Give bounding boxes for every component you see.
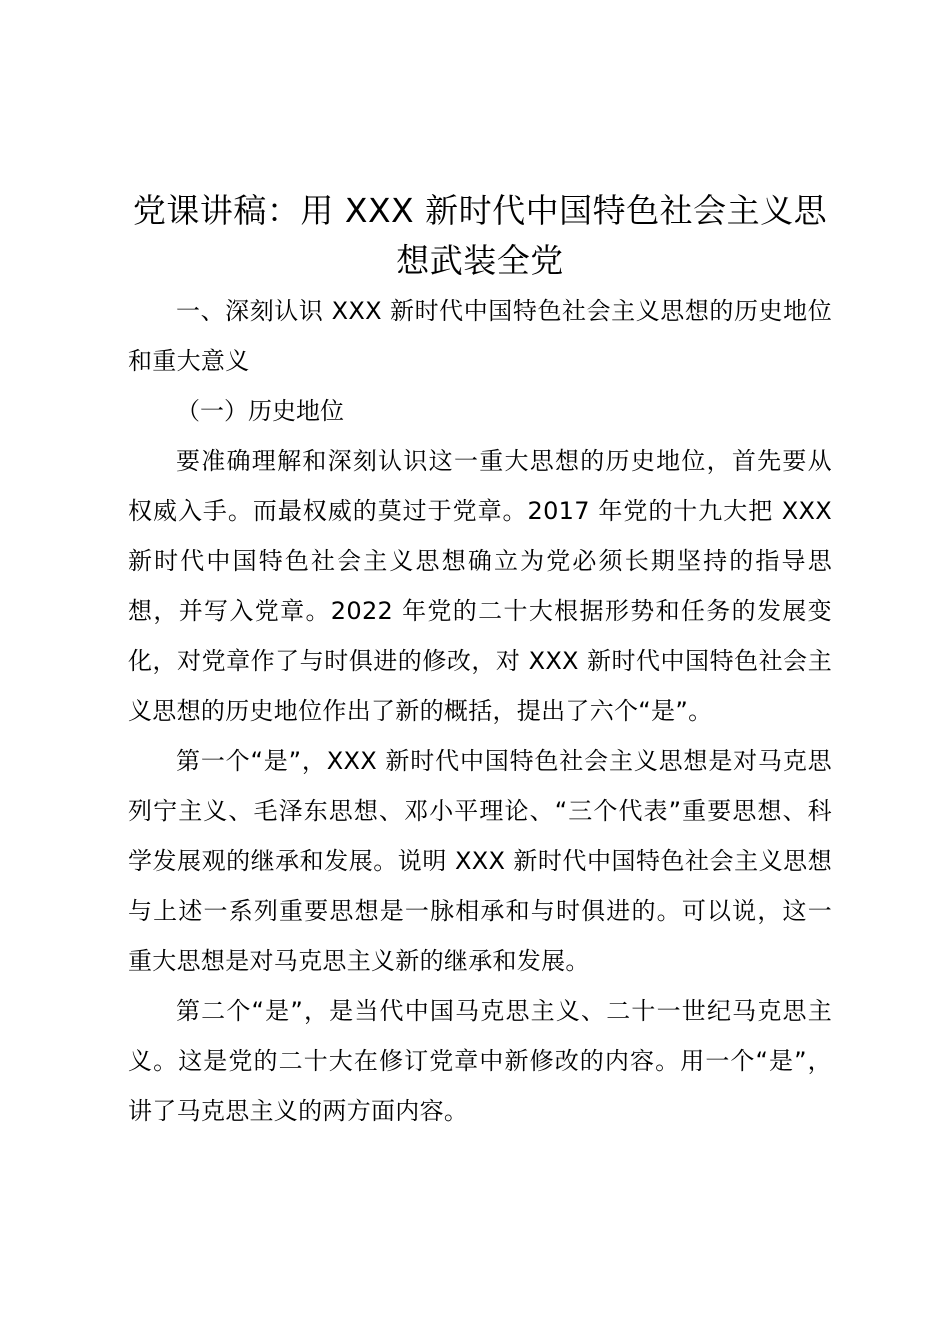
body-paragraph: 第一个“是”，XXX 新时代中国特色社会主义思想是对马克思列宁主义、毛泽东思想、邓小平理论、“三个代表”重要思想、科学发展观的继承和发展。说明 XXX 新时代中国特色社会主义思想与上述一系列重要思想是一脉相承和与时俱进的。可以说，这一重大思想是对马克思主义新的继承和发展。 — [128, 747, 832, 975]
document-page — [128, 186, 832, 1136]
body-paragraph: 要准确理解和深刻认识这一重大思想的历史地位，首先要从权威入手。而最权威的莫过于党章。2017 年党的十九大把 XXX 新时代中国特色社会主义思想确立为党必须长期坚持的指导思想，并写入党章。2022 年党的二十大根据形势和任务的发展变化，对党章作了与时俱进的修改，对 XXX 新时代中国特色社会主义思想的历史地位作出了新的概括，提出了六个“是”。 — [128, 447, 832, 725]
subsection-heading: （一）历史地位 — [176, 397, 344, 425]
document-title: 党课讲稿：用 XXX 新时代中国特色社会主义思想武装全党 — [132, 191, 828, 280]
section-heading: 一、深刻认识 XXX 新时代中国特色社会主义思想的历史地位和重大意义 — [128, 297, 832, 375]
body-paragraph: 第二个“是”，是当代中国马克思主义、二十一世纪马克思主义。这是党的二十大在修订党章中新修改的内容。用一个“是”，讲了马克思主义的两方面内容。 — [128, 997, 832, 1125]
